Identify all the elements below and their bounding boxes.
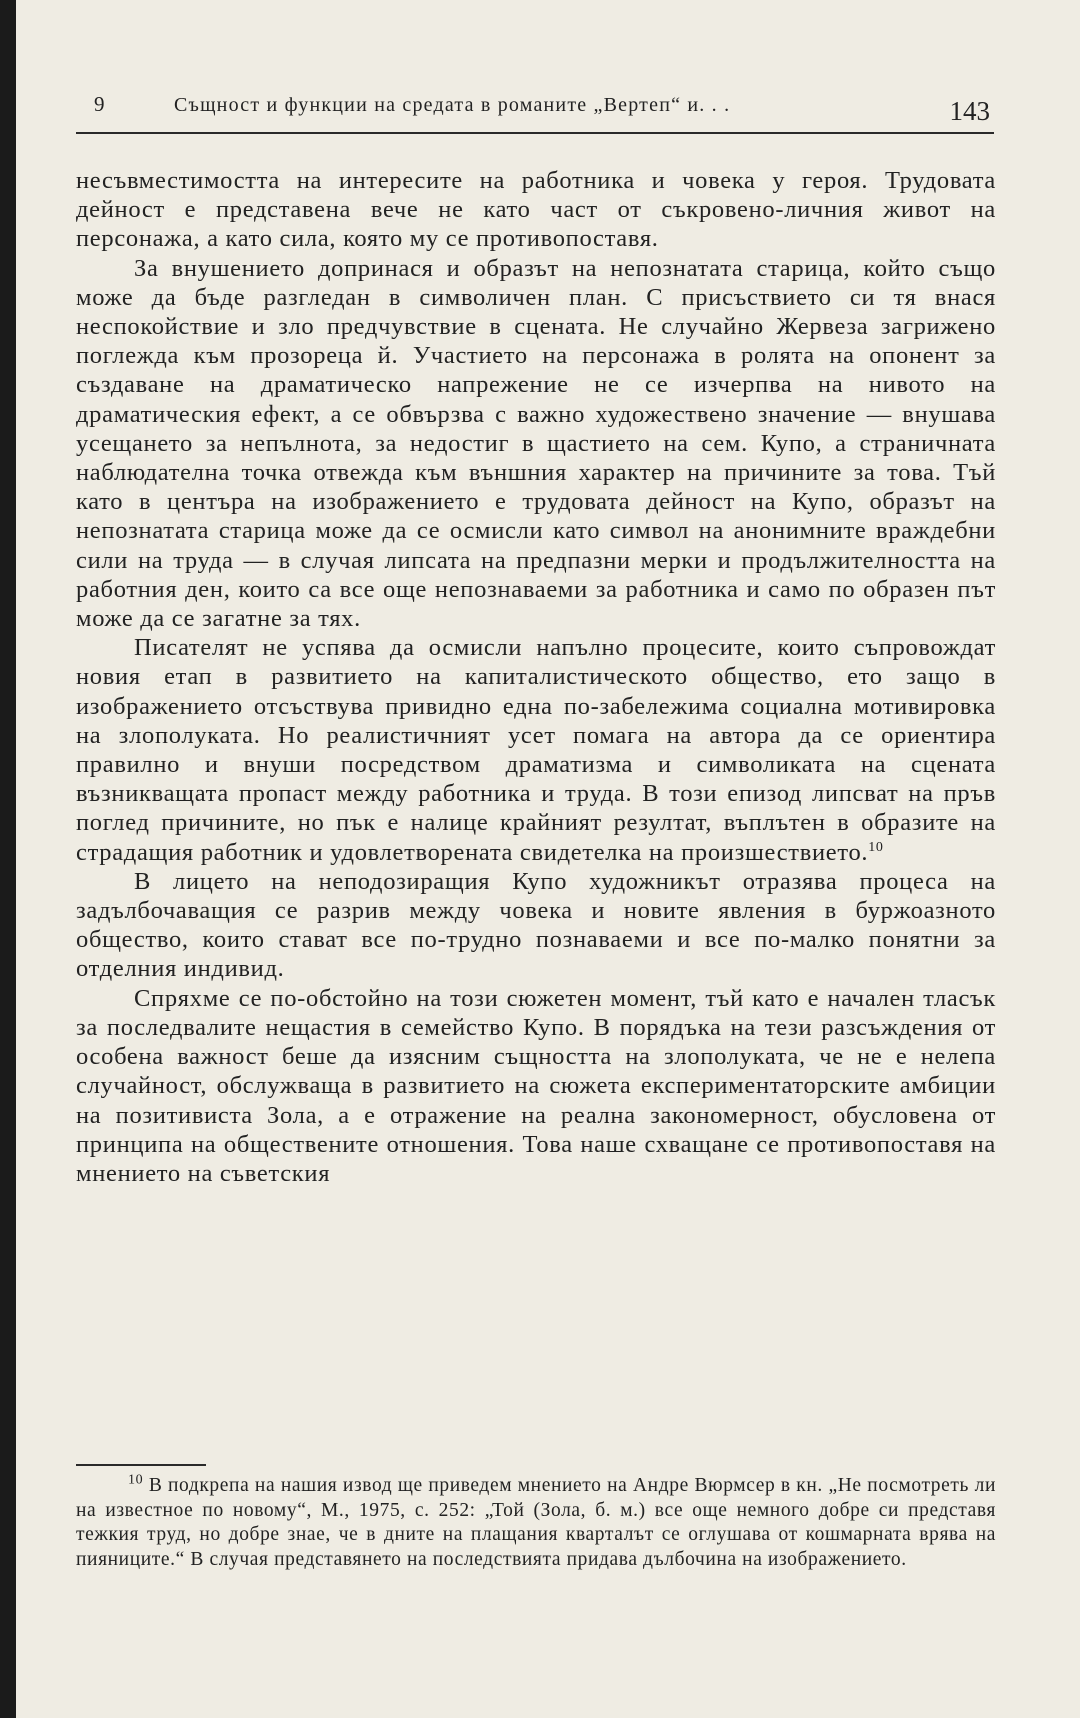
paragraph-4: В лицето на неподозиращия Купо художникът отразява процеса на задълбочаващия се разрив между човека и новите явления в буржоазното общество, които стават все по-трудно познаваеми и все по-малко понятни за отделния индивид. [76, 867, 996, 983]
paragraph-1: несъвместимостта на интересите на работника и човека у героя. Трудовата дейност е представена вече не като част от съкровено-личния живот на персонажа, а като сила, която му се противопоставя. [76, 167, 996, 253]
running-title: Същност и функции на средата в романите „Вертеп“ и. . . [174, 94, 731, 116]
book-page [16, 0, 1080, 1718]
paragraph-2: За внушението допринася и образът на непознатата старица, който също може да бъде разгледан в символичен план. С присъствието си тя внася неспокойствие и зло предчувствие в сцената. Не случайно Жервеза загрижено поглежда към прозореца й. Участието на персонажа в ролята на опонент за създаване на драматическо напрежение не се изчерпва на нивото на драматическия ефект, а се обвързва с важно художествено значение — внушава усещането за непълнота, за недостиг в щастието на сем. Купо, а страничната наблюдателна точка отвежда към външния характер на причините за това. Тъй като в центъра на изображението е трудовата дейност на Купо, образът на непознатата старица може да се осмисли като символ на анонимните враждебни сили на труда — в случая липсата на предпазни мерки и продължителността на работния ден, които са все още непознаваеми за работника и само по образен път може да се загатне за тях. [76, 254, 996, 633]
footnote-mark: 10 [128, 1472, 144, 1488]
main-text [76, 166, 996, 1188]
paragraph-5: Спряхме се по-обстойно на този сюжетен момент, тъй като е начален тласък за последвалите нещастия в семейство Купо. В порядъка на тези разсъждения от особена важност беше да изясним същността на злополуката, че не е нелепа случайност, обслужваща в развитието на сюжета експериментаторските амбиции на позитивиста Зола, а е отражение на реална закономерност, обусловена от принципа на обществените отношения. Това наше схващане се противопоставя на мнението на съветския [76, 984, 996, 1187]
footnote-divider [76, 1464, 206, 1466]
footnote-reference: 10 [868, 839, 884, 855]
page-number: 143 [949, 96, 990, 126]
footnote-text: В подкрепа на нашия извод ще приведем мнението на Андре Вюрмсер в кн. „Не посмотреть ли на известное по новому“, М., 1975, с. 252: „Той (Зола, б. м.) все още немного добре си представя тежкия труд, но добре знае, че в дните на плащания кварталът се оглушава от кошмарната врява на пияниците.“ В случая представянето на последствията придава дълбочина на изображението. [76, 1475, 996, 1570]
chapter-number: 9 [94, 92, 105, 116]
running-header [76, 90, 994, 134]
footnote [76, 1474, 996, 1572]
paragraph-3-text: Писателят не успява да осмисли напълно процесите, които съпровождат новия етап в развитието на капиталистическото общество, ето защо в изображението отсъствува привидно една по-забележима социална мотивировка на злополуката. Но реалистичният усет помага на автора да се ориентира правилно и внуши посредством драматизма и символиката на сцената възникващата пропаст между работника и труда. В този епизод липсват на пръв поглед причините, но пък е налице крайният резултат, въплътен в образите на страдащия работник и удовлетворената свидетелка на произшествието. [76, 634, 996, 866]
paragraph-3 [76, 633, 996, 867]
